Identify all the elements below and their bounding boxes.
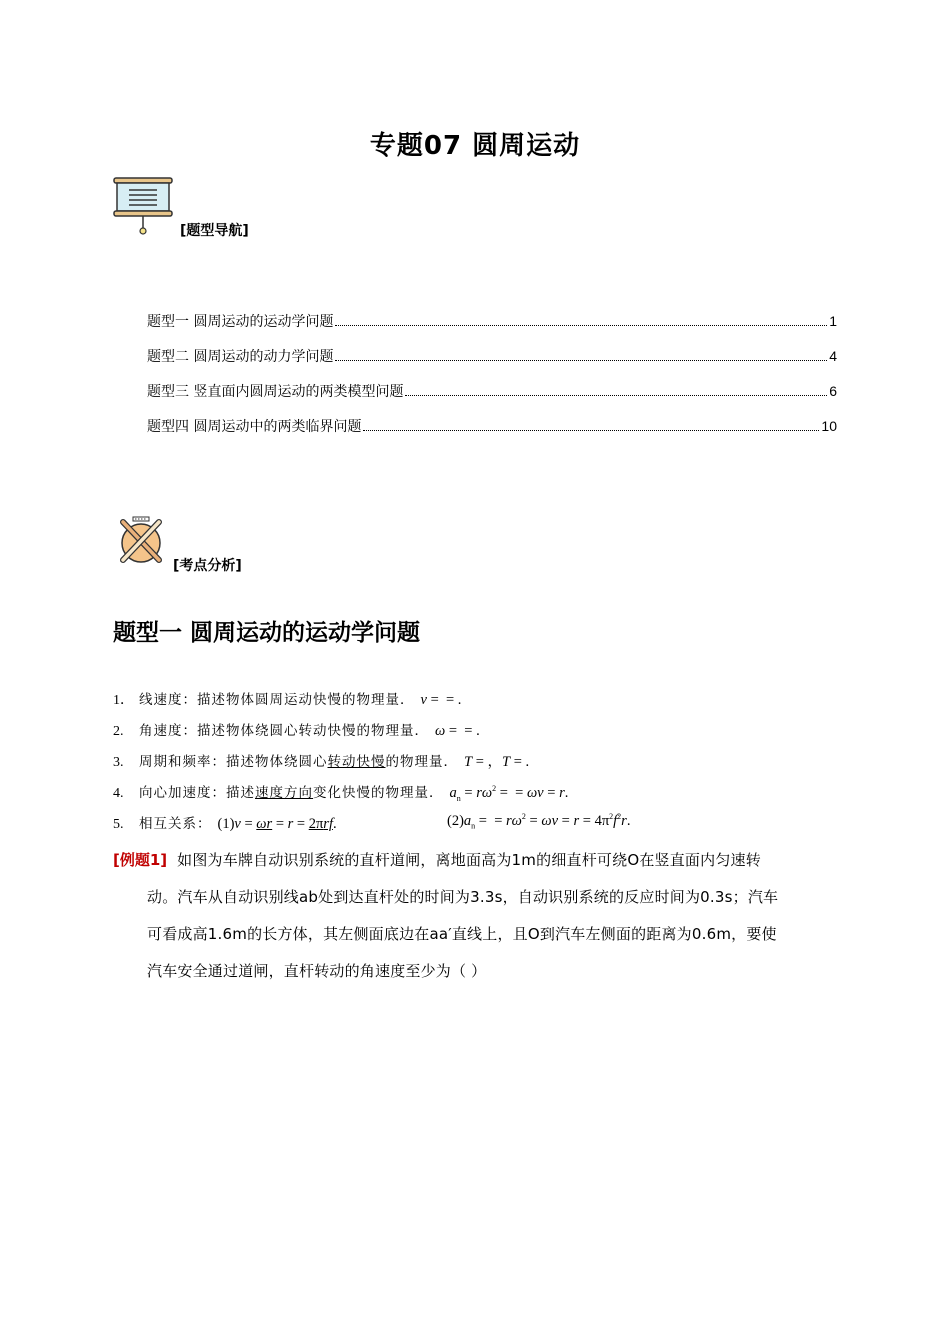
example-line: 动。汽车从自动识别线ab处到达直杆处的时间为3.3s，自动识别系统的反应时间为0.3s；汽车: [147, 888, 779, 906]
example-line: 汽车安全通过道闸，直杆转动的角速度至少为（ ）: [147, 962, 487, 980]
toc-entry-title: 题型二 圆周运动的动力学问题: [147, 349, 334, 365]
definition-text: 周期和频率：描述物体绕圆心转动快慢的物理量．: [139, 754, 458, 770]
page-title: 专题07 圆周运动: [369, 131, 581, 161]
item-number: 1．: [113, 693, 134, 708]
definition-item: [113, 719, 843, 750]
toc-entry[interactable]: [147, 416, 837, 451]
toc-entry-title: 题型一 圆周运动的运动学问题: [147, 314, 334, 330]
example-problem: [113, 842, 839, 990]
period-formula: T = ，T = .: [464, 754, 530, 770]
example-line: 可看成高1.6m的长方体，其左侧面底边在aa′直线上，且O到汽车左侧面的距离为0.6m，要使: [147, 925, 777, 943]
toc-leader-dots: [335, 359, 827, 361]
toc-leader-dots: [405, 394, 827, 396]
definition-text: 向心加速度：描述速度方向变化快慢的物理量．: [139, 785, 444, 801]
table-of-contents: [147, 311, 837, 451]
analysis-label: [考点分析]: [173, 558, 242, 574]
centripetal-acceleration-formula: $a_n = r\omega^2$ = = ωv = r.: [449, 784, 569, 803]
angular-velocity-formula: ω = = .: [435, 723, 480, 739]
toc-entry[interactable]: [147, 381, 837, 416]
toc-page-number: 4: [829, 348, 837, 364]
toc-page-number: 1: [829, 313, 837, 329]
item-number: 4.: [113, 786, 124, 801]
section-heading: 题型一 圆周运动的运动学问题: [113, 620, 421, 646]
definition-item: [113, 688, 843, 719]
toc-leader-dots: [335, 324, 827, 326]
toc-entry-title: 题型四 圆周运动中的两类临界问题: [147, 419, 362, 435]
crossed-pencils-icon: [115, 516, 167, 566]
toc-entry[interactable]: [147, 346, 837, 381]
relation-formula-2: $(2)a_n$ = = $r\omega^2 = \omega v = r = 4\pi^2f^2r$.: [447, 812, 631, 831]
toc-leader-dots: [363, 429, 819, 431]
toc-entry-title: 题型三 竖直面内圆周运动的两类模型问题: [147, 384, 404, 400]
definitions-list: [113, 688, 843, 843]
toc-page-number: 10: [821, 418, 837, 434]
item-number: 2.: [113, 724, 124, 739]
definition-text: 角速度：描述物体绕圆心转动快慢的物理量．: [139, 723, 429, 739]
example-line: 如图为车牌自动识别系统的直杆道闸，离地面高为1m的细直杆可绕O在竖直面内匀速转: [177, 851, 761, 869]
definition-item: [113, 781, 843, 812]
definition-text: 相互关系：: [139, 816, 212, 832]
item-number: 3.: [113, 755, 124, 770]
navigation-label: [题型导航]: [180, 223, 249, 239]
presentation-board-icon: [112, 176, 174, 236]
example-label: [例题1]: [113, 851, 168, 869]
item-number: 5.: [113, 817, 124, 832]
toc-page-number: 6: [829, 383, 837, 399]
linear-velocity-formula: v = = .: [420, 692, 462, 708]
definition-item: [113, 812, 843, 843]
toc-entry[interactable]: [147, 311, 837, 346]
definition-item: [113, 750, 843, 781]
relation-formula-1: (1)v = ωr = r = 2πrf.: [217, 816, 337, 832]
definition-text: 线速度：描述物体圆周运动快慢的物理量．: [139, 692, 415, 708]
